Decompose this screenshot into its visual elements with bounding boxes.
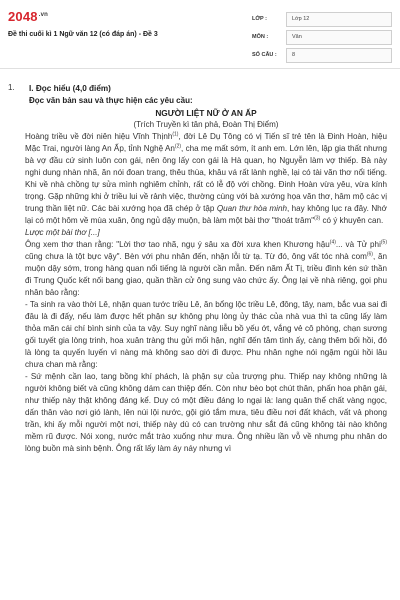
document-title: Đề thi cuối kì 1 Ngữ văn 12 (có đáp án) - Đề 3 (8, 31, 158, 38)
story-source: (Trích Truyền kì tân phả, Đoàn Thị Điểm) (133, 120, 279, 129)
subject-label: MÔN : (252, 34, 269, 40)
omission-note: Lược một bài thơ [...] (25, 228, 100, 237)
logo-text: 2048 (8, 9, 38, 24)
subject-field: Văn (286, 30, 392, 45)
question-number: 1. (8, 83, 15, 92)
logo-suffix: .vn (38, 11, 49, 18)
question-count-field: 8 (286, 48, 392, 63)
meta-subject-row (252, 28, 392, 46)
meta-class-row (252, 10, 392, 28)
instruction: Đọc văn bản sau và thực hiện các yêu cầu: (29, 96, 193, 105)
question-count-label: SỐ CÂU : (252, 52, 277, 58)
question-content (25, 78, 387, 455)
header (0, 0, 400, 68)
story-title: NGƯỜI LIỆT NỮ Ở AN ẤP (155, 108, 257, 118)
site-logo[interactable] (8, 9, 48, 24)
meta-count-row (252, 46, 392, 64)
class-label: LỚP : (252, 16, 267, 22)
section-title: I. Đọc hiểu (4,0 điểm) (29, 84, 111, 93)
paragraph-3: - Ta sinh ra vào thời Lê, nhận quan tước triều Lê, ăn bổng lộc triều Lê, đông, tây, nam, bắc vua sai đi đâu là đi đấy, nếu làm được hết phận sự không phụ lòng ủy thác của nhà vua thì ta cũng lấy làm thỏa mãn cái chí bình sinh của ta vậy. Suy nghĩ nàng liễu bồ yếu ớt, vắng vẻ cô phòng, chạn sương gối tuyết gia lòng trinh, hoa xuân tràng thu gửi mối hận, nghĩ đến tâm tình ấy, càng thêm bối hồi, đó là lòng ta quyến luyến vì nàng mà không sao dời đi được. Phu nhân nghe nói ngậm ngùi hồi lâu chưa chan mà rằng: (25, 300, 387, 369)
class-field: Lớp 12 (286, 12, 392, 27)
paragraph-4: - Sứ mệnh cần lao, tang bồng khí phách, là phận sự của trượng phu. Thiếp nay không những là người không biết và cũng không dám can thiệp đến. Còn như bèo bọt chút thân, phấn hoa phận gái, như thiếp này thật không đáng kể. Duy có một điều đáng lo ngại là: lang quân thể chất vàng ngọc, dấn thân vào nơi gió lành, lên núi lội nước, gội gió tắm mưa, tiêu điều nơi đất khách, vất vả phong trần, khi ấy mỗi người một nơi, thiếp này dù có can trường như sắt đá cũng không tài nào không mềm rũ được. Nói xong, nước mắt trào xuống như mưa. Ông nhiều lần vỗ về nhưng phu nhân do lòng buồn mà sinh bệnh. Ông rất lấy làm áy náy nhưng vì (25, 372, 387, 453)
paragraph-1: Hoàng triều về đời niên hiệu Vĩnh Thịnh$^{(1)}$, đời Lê Dụ Tông có vị Tiến sĩ trẻ tên là Đinh Hoàn, hiệu Mặc Trai, người làng An Ấp, tỉnh Nghệ An$^{(2)}$, cha mẹ mất sớm, ít anh em. Lớn lên, lập gia thất nhưng bà vợ đầu cứ sinh luôn con gái, nên ông lấy con gái là Hà quan, họ Nguyễn làm vợ thiếp. Bà này nghi dung nhàn nhã, ăn nói đoan trang, thêu thùa, khâu vá rất lành nghề, lại có tài văn thơ nổi tiếng. Khi về nhà chồng tự sửa mình nghiêm chỉnh, rất có lễ độ với chồng. Đinh Hoàn vừa yêu, vừa kính trọng. Gặp những khi ở triều lui về rảnh việc, thường cùng với bà xướng họa văn thơ, hâm mộ các vị trung thần liệt nữ. Các bài xướng họa đã chép ở tập Quan thư hòa minh, hay không lục ra đây. Nhớ lại có một hôm về mùa xuân, ông ngủ dậy muộn, bà làm một bài thơ "thoát trâm"$^{(3)}$ có ý khuyên can. (25, 131, 387, 225)
header-divider (0, 68, 400, 69)
paragraph-2: Ông xem thơ than rằng: "Lời thơ tao nhã, ngụ ý sâu xa đời xưa khen Khương hậu$^{(4)}$... và Tử phi$^{(5)}$ cũng chưa là tột bực vậy". Bèn với phu nhân đến, nhận lỗi từ tạ. Từ đó, ông vất tóc nhà com$^{(6)}$, ăn muộn dậy sớm, trong hàng quan nổi tiếng là người cần mẫn. Đến năm Ất Tị, triều đình kén sứ thần đi Trung Quốc kết nối bang giao, quần thần cử ông sung vào chức ấy. Ông lại về nhà riêng, gọi phu nhân bảo rằng: (25, 239, 387, 297)
meta-panel (252, 10, 392, 64)
